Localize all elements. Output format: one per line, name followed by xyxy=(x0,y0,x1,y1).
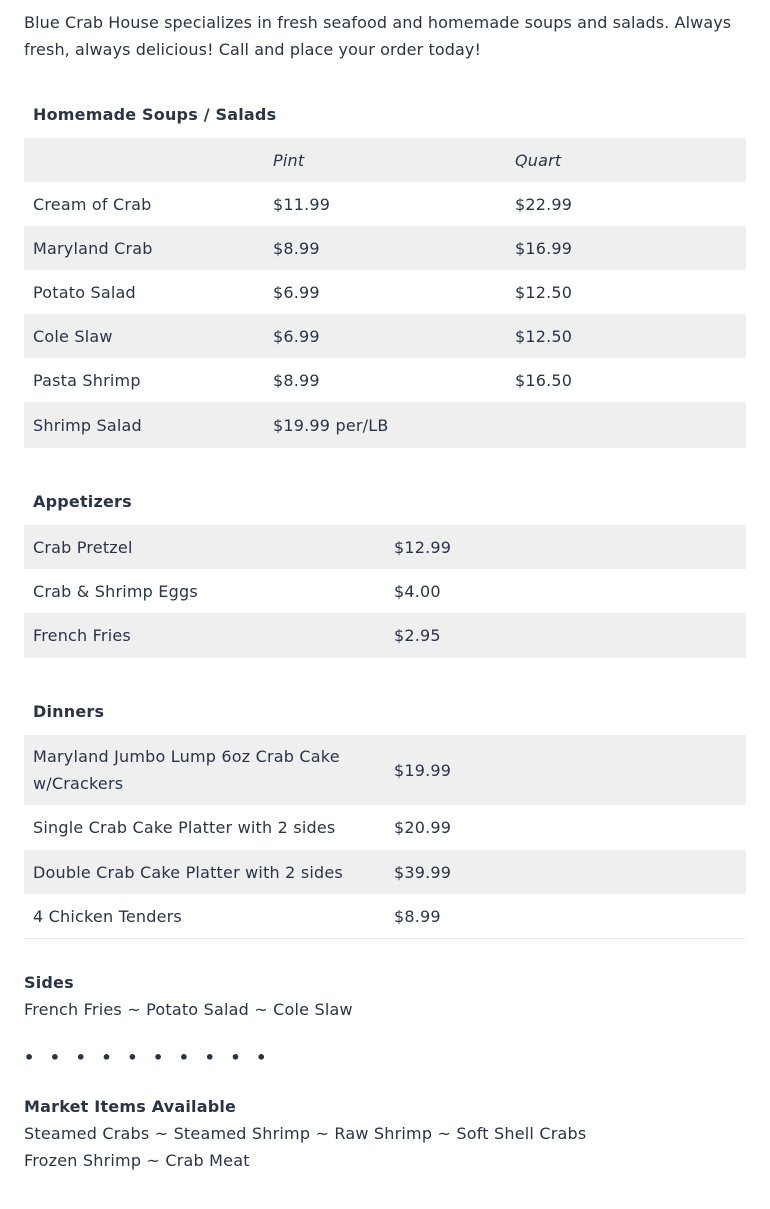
sides-list: French Fries ~ Potato Salad ~ Cole Slaw xyxy=(24,1000,353,1019)
dinners-table xyxy=(24,735,746,938)
table-row xyxy=(24,182,746,226)
dinners-section-title: Dinners xyxy=(33,702,105,721)
item-name: Double Crab Cake Platter with 2 sides xyxy=(24,850,385,894)
table-row xyxy=(24,402,746,448)
item-name: Shrimp Salad xyxy=(24,402,264,448)
item-name: Cole Slaw xyxy=(24,314,264,358)
quart-price: $16.50 xyxy=(506,358,746,402)
pint-price: $6.99 xyxy=(264,270,506,314)
item-price: $12.99 xyxy=(385,525,746,569)
quart-price: $12.50 xyxy=(506,270,746,314)
table-row xyxy=(24,805,746,850)
pint-price: $11.99 xyxy=(264,182,506,226)
soups-section-title: Homemade Soups / Salads xyxy=(33,105,277,124)
menu-page xyxy=(24,0,746,1174)
item-name: Crab Pretzel xyxy=(24,525,385,569)
market-line-2: Frozen Shrimp ~ Crab Meat xyxy=(24,1151,250,1170)
table-row xyxy=(24,894,746,938)
soups-table xyxy=(24,138,746,448)
appetizers-table xyxy=(24,525,746,658)
item-name: French Fries xyxy=(24,613,385,658)
soups-header-row xyxy=(24,138,746,182)
quart-price: $22.99 xyxy=(506,182,746,226)
table-row xyxy=(24,850,746,894)
table-row xyxy=(24,735,746,805)
market-line-1: Steamed Crabs ~ Steamed Shrimp ~ Raw Shrimp ~ Soft Shell Crabs xyxy=(24,1124,587,1143)
table-row xyxy=(24,358,746,402)
table-divider xyxy=(24,938,746,939)
table-row xyxy=(24,525,746,569)
quart-price: $16.99 xyxy=(506,226,746,270)
item-name: 4 Chicken Tenders xyxy=(24,894,385,938)
table-row xyxy=(24,569,746,613)
sides-title: Sides xyxy=(24,973,74,992)
table-row xyxy=(24,226,746,270)
market-title: Market Items Available xyxy=(24,1097,237,1116)
item-name: Cream of Crab xyxy=(24,182,264,226)
item-price: $19.99 xyxy=(385,735,746,805)
item-name: Potato Salad xyxy=(24,270,264,314)
quart-price: $12.50 xyxy=(506,314,746,358)
item-name: Maryland Crab xyxy=(24,226,264,270)
table-row xyxy=(24,270,746,314)
item-price: $4.00 xyxy=(385,569,746,613)
dot-divider: • • • • • • • • • • xyxy=(24,1048,272,1067)
item-price: $20.99 xyxy=(385,805,746,850)
pint-price: $19.99 per/LB xyxy=(264,402,746,448)
soups-header-item xyxy=(24,138,264,182)
table-row xyxy=(24,314,746,358)
item-name: Crab & Shrimp Eggs xyxy=(24,569,385,613)
item-name: Maryland Jumbo Lump 6oz Crab Cake w/Crackers xyxy=(24,735,385,805)
item-name: Pasta Shrimp xyxy=(24,358,264,402)
item-price: $8.99 xyxy=(385,894,746,938)
pint-price: $6.99 xyxy=(264,314,506,358)
soups-header-quart: Quart xyxy=(506,138,746,182)
pint-price: $8.99 xyxy=(264,226,506,270)
item-name: Single Crab Cake Platter with 2 sides xyxy=(24,805,385,850)
intro-text: Blue Crab House specializes in fresh seafood and homemade soups and salads. Always fresh, always delicious! Call and place your order today! xyxy=(24,13,732,59)
appetizers-section-title: Appetizers xyxy=(33,492,132,511)
item-price: $2.95 xyxy=(385,613,746,658)
soups-header-pint: Pint xyxy=(264,138,506,182)
item-price: $39.99 xyxy=(385,850,746,894)
table-row xyxy=(24,613,746,658)
pint-price: $8.99 xyxy=(264,358,506,402)
